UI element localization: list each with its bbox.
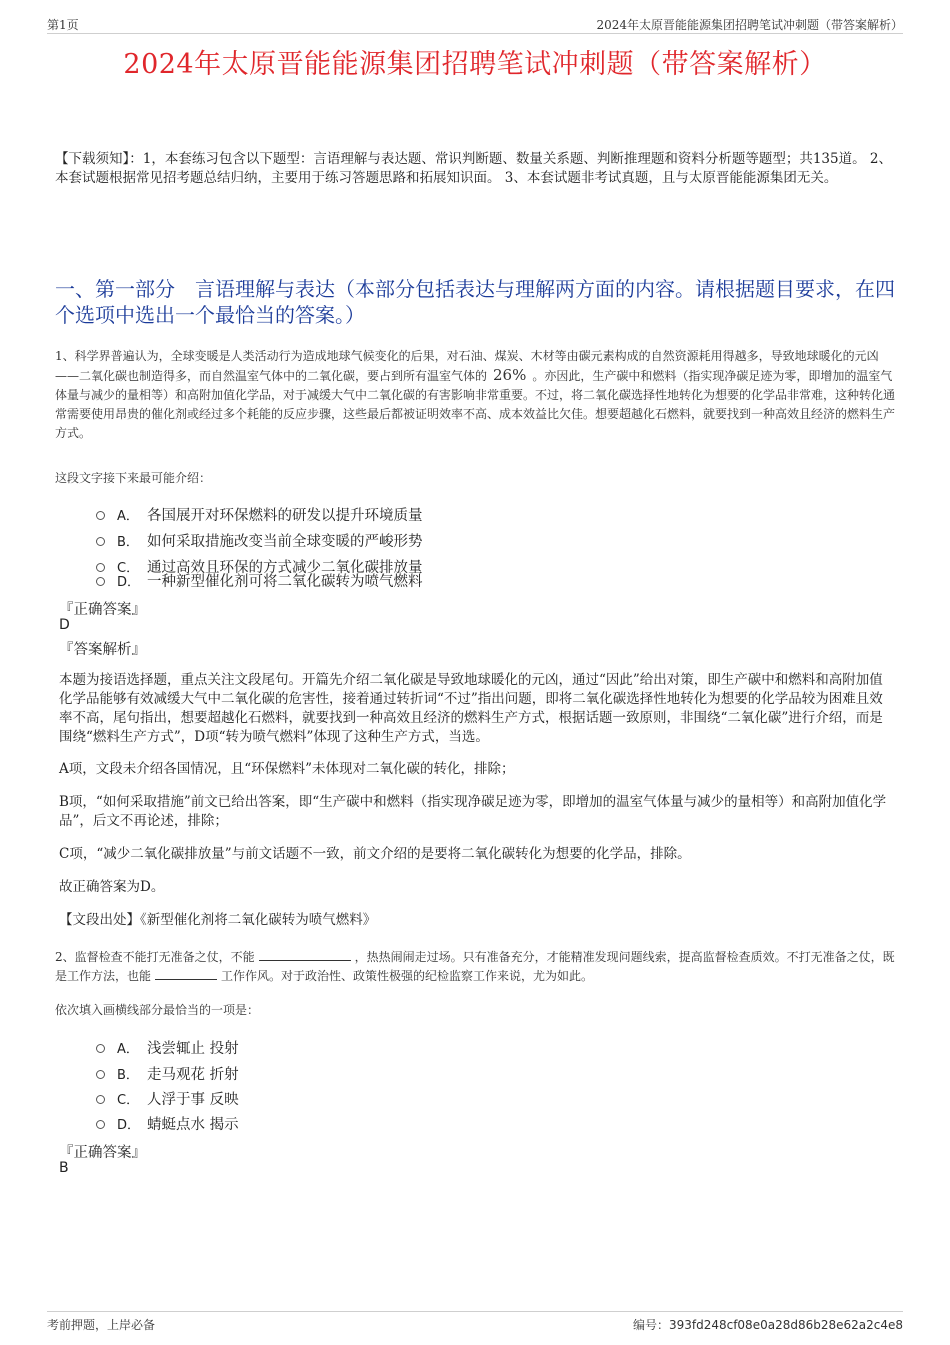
answer-analysis-label: 『答案解析』: [59, 642, 146, 658]
correct-answer-value: B: [59, 1160, 69, 1176]
page-title: 2024年太原晋能能源集团招聘笔试冲刺题（带答案解析）: [123, 49, 827, 80]
correct-answer-value: D: [59, 617, 70, 633]
analysis-paragraph: C项，“减少二氧化碳排放量”与前文话题不一致，前文介绍的是要将二氧化碳转化为想要的化学品，排除。: [59, 846, 691, 862]
analysis-paragraph: 故正确答案为D。: [59, 879, 165, 895]
correct-answer-label: 『正确答案』: [59, 602, 146, 618]
analysis-paragraph: B项，“如何采取措施”前文已给出答案，即“生产碳中和燃料（指实现净碳足迹为零，即增加的温室气体量与减少的量相等）和高附加值化学品”，后文不再论述，排除；: [59, 794, 887, 829]
question-1-option-c[interactable]: C． 通过高效且环保的方式减少二氧化碳排放量: [96, 556, 423, 577]
page-number: 第1页: [47, 18, 79, 32]
header-divider: [47, 33, 903, 34]
analysis-paragraph: A项，文段未介绍各国情况，且“环保燃料”未体现对二氧化碳的转化，排除；: [59, 761, 515, 777]
header-doc-title: 2024年太原晋能能源集团招聘笔试冲刺题（带答案解析）: [596, 18, 903, 32]
radio-icon[interactable]: [96, 1044, 105, 1053]
radio-icon[interactable]: [96, 1070, 105, 1079]
question-2-option-c[interactable]: C． 人浮于事 反映: [96, 1088, 239, 1109]
question-1-stem: [55, 347, 900, 443]
download-notice: 【下载须知】：1，本套练习包含以下题型：言语理解与表达题、常识判断题、数量关系题、判断推理题和资料分析题等题型；共135道。 2、本套试题根据常见招考题总结归纳，主要用于练习答题思路和拓展知识面。 3、本套试题非考试真题，且与太原晋能能源集团无关。: [55, 151, 892, 186]
footer-code: [633, 1316, 903, 1333]
radio-icon[interactable]: [96, 577, 105, 586]
question-2-stem: 2、监督检查不能打无准备之仗，不能 ，热热闹闹走过场。只有准备充分，才能精准发现问题线索，提高监督检查质效。不打无准备之仗，既是工作方法，也能 工作作风。对于政治性、政策性极强的纪检监察工作来说，尤为如此。: [55, 950, 895, 983]
radio-icon[interactable]: [96, 511, 105, 520]
question-1-text-part2: 。亦因此，生产碳中和燃料（指实现净碳足迹为零，即增加的温室气体量与减少的量相等）和高附加值化学品，对于减缓大气中二氧化碳的有害影响非常重要。不过，将二氧化碳选择性地转化为想要的化学品非常难，这种转化通常需要使用昂贵的催化剂或经过多个耗能的反应步骤，这些最后都被证明效率不高、成本效益比欠佳。想要超越化石燃料，就要找到一种高效且经济的燃料生产方式。: [55, 369, 896, 440]
footer-divider: [47, 1311, 903, 1312]
question-2-option-d[interactable]: D． 蜻蜓点水 揭示: [96, 1113, 239, 1134]
question-1-option-a[interactable]: A． 各国展开对环保燃料的研发以提升环境质量: [96, 504, 423, 525]
analysis-paragraph: 本题为接语选择题，重点关注文段尾句。开篇先介绍二氧化碳是导致地球暖化的元凶，通过“因此”给出对策，即生产碳中和燃料和高附加值化学品能够有效减缓大气中二氧化碳的危害性，接着通过转折词“不过”指出问题，即将二氧化碳选择性地转化为想要的化学品较为困难且效率不高，尾句指出，想要超越化石燃料，就要找到一种高效且经济的燃料生产方式，根据话题一致原则，非围绕“二氧化碳”进行介绍，而是围绕“燃料生产方式”，D项“转为喷气燃料”体现了这种生产方式，当选。: [59, 672, 883, 745]
fill-blank-1: [259, 948, 351, 961]
question-2-prompt: 依次填入画横线部分最恰当的一项是：: [55, 1003, 260, 1017]
footer-code-value: 393fd248cf08e0a28d86b28e62a2c4e8: [668, 1318, 903, 1332]
section-heading: 一、第一部分 言语理解与表达（本部分包括表达与理解两方面的内容。请根据题目要求，在四个选项中选出一个最恰当的答案。）: [55, 277, 895, 327]
correct-answer-label: 『正确答案』: [59, 1145, 146, 1161]
question-1-prompt: 这段文字接下来最可能介绍：: [55, 471, 212, 485]
question-2-option-b[interactable]: B． 走马观花 折射: [96, 1063, 239, 1084]
question-1-option-d[interactable]: D． 一种新型催化剂可将二氧化碳转为喷气燃料: [96, 570, 423, 591]
question-1-percent: 26%: [493, 366, 527, 384]
radio-icon[interactable]: [96, 537, 105, 546]
radio-icon[interactable]: [96, 1095, 105, 1104]
question-2-option-a[interactable]: A． 浅尝辄止 投射: [96, 1037, 239, 1058]
passage-source: 【文段出处】《新型催化剂将二氧化碳转为喷气燃料》: [59, 912, 377, 928]
question-1-text-part1: 1、科学界普遍认为，全球变暖是人类活动行为造成地球气候变化的后果，对石油、煤炭、木材等由碳元素构成的自然资源耗用得越多，导致地球暖化的元凶——二氧化碳也制造得多，而自然温室气体中的二氧化碳，要占到所有温室气体的: [55, 349, 879, 383]
footer-code-label: 编号：: [632, 1318, 669, 1332]
fill-blank-2: [155, 967, 217, 980]
question-1-option-b[interactable]: B． 如何采取措施改变当前全球变暖的严峻形势: [96, 530, 423, 551]
radio-icon[interactable]: [96, 1120, 105, 1129]
footer-slogan: 考前押题，上岸必备: [47, 1318, 156, 1332]
